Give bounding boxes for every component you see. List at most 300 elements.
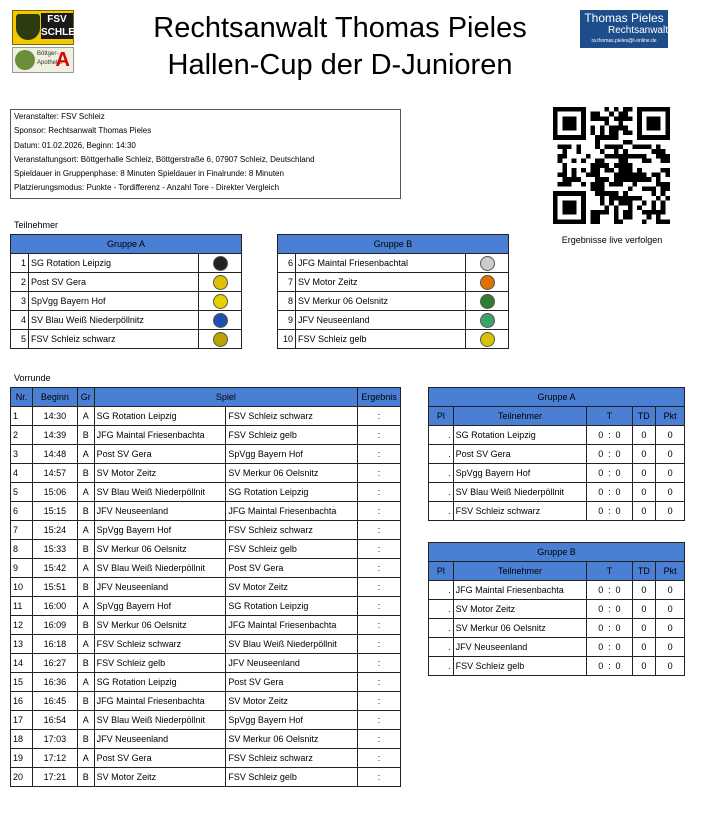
apotheke-a-icon: A (55, 49, 70, 71)
participants-group-b (277, 234, 509, 349)
sponsor-name: Thomas Pieles (584, 11, 664, 25)
qr-caption: Ergebnisse live verfolgen (561, 235, 663, 245)
game-group: B (77, 502, 94, 521)
game-result: : (358, 749, 401, 768)
game-result: : (358, 559, 401, 578)
team-number: 3 (11, 292, 29, 311)
team-row (278, 330, 509, 349)
game-time: 15:42 (32, 559, 77, 578)
info-line: Veranstaltungsort: Böttgerhalle Schleiz, Böttgerstraße 6, 07907 Schleiz, Deutschland (14, 154, 315, 164)
goals-sep: : (605, 445, 613, 464)
game-away: JFG Maintal Friesenbachta (226, 616, 358, 635)
game-time: 16:45 (32, 692, 77, 711)
goal-difference: 0 (632, 657, 656, 676)
team-name: JFV Neuseenland (296, 311, 466, 330)
game-result: : (358, 445, 401, 464)
game-home: SV Blau Weiß Niederpöllnit (94, 711, 226, 730)
goals-against: 0 (614, 657, 633, 676)
game-group: A (77, 521, 94, 540)
teilnehmer-label: Teilnehmer (14, 220, 59, 230)
goal-difference: 0 (632, 445, 656, 464)
team-logo-cell (199, 292, 242, 311)
game-row (11, 616, 401, 635)
points: 0 (656, 445, 685, 464)
page-title: Rechtsanwalt Thomas Pieles (153, 12, 527, 44)
game-number: 9 (11, 559, 33, 578)
game-result: : (358, 711, 401, 730)
team-row (278, 273, 509, 292)
team-logo-icon (480, 313, 495, 328)
game-group: A (77, 445, 94, 464)
header-nr: Nr. (11, 388, 33, 407)
team-row (11, 254, 242, 273)
team-logo-cell (466, 311, 509, 330)
game-home: JFV Neuseenland (94, 730, 226, 749)
game-row (11, 749, 401, 768)
game-group: A (77, 407, 94, 426)
sponsor-role: Rechtsanwalt (607, 25, 668, 36)
game-home: FSV Schleiz gelb (94, 654, 226, 673)
game-result: : (358, 597, 401, 616)
goals-for: 0 (587, 619, 606, 638)
goals-for: 0 (587, 502, 606, 521)
schedule-table (10, 387, 401, 787)
team-logo-cell (199, 311, 242, 330)
game-away: SV Motor Zeitz (226, 692, 358, 711)
standing-team: SpVgg Bayern Hof (453, 464, 587, 483)
apotheke-seal-icon (15, 50, 35, 70)
game-home: JFG Maintal Friesenbachta (94, 426, 226, 445)
standings-row (429, 619, 685, 638)
game-number: 11 (11, 597, 33, 616)
game-time: 17:03 (32, 730, 77, 749)
team-logo-icon (480, 332, 495, 347)
header-pl: Pl (429, 562, 454, 581)
game-time: 16:18 (32, 635, 77, 654)
game-group: A (77, 749, 94, 768)
points: 0 (656, 426, 685, 445)
event-info-box (10, 109, 401, 199)
team-number: 9 (278, 311, 296, 330)
standing-place: . (429, 502, 454, 521)
game-row (11, 559, 401, 578)
game-away: SpVgg Bayern Hof (226, 445, 358, 464)
game-home: SV Motor Zeitz (94, 464, 226, 483)
goals-sep: : (605, 464, 613, 483)
game-row (11, 635, 401, 654)
team-logo-icon (480, 294, 495, 309)
team-name: SpVgg Bayern Hof (29, 292, 199, 311)
game-number: 2 (11, 426, 33, 445)
team-name: SV Motor Zeitz (296, 273, 466, 292)
team-logo-icon (213, 256, 228, 271)
game-group: A (77, 483, 94, 502)
goals-for: 0 (587, 483, 606, 502)
game-time: 16:36 (32, 673, 77, 692)
header-pkt: Pkt (656, 562, 685, 581)
standings-row (429, 581, 685, 600)
goals-sep: : (605, 502, 613, 521)
qr-code-icon[interactable] (553, 107, 670, 224)
game-number: 15 (11, 673, 33, 692)
fsv-logo-text: FSV SCHLEIZ (41, 14, 84, 38)
goals-against: 0 (614, 426, 633, 445)
game-group: A (77, 673, 94, 692)
game-group: B (77, 692, 94, 711)
game-group: A (77, 635, 94, 654)
team-logo-icon (213, 332, 228, 347)
team-number: 8 (278, 292, 296, 311)
game-away: SV Motor Zeitz (226, 578, 358, 597)
game-group: A (77, 559, 94, 578)
header-pl: Pl (429, 407, 454, 426)
standings-row (429, 426, 685, 445)
team-row (11, 330, 242, 349)
team-logo-cell (466, 254, 509, 273)
game-result: : (358, 483, 401, 502)
goals-for: 0 (587, 600, 606, 619)
team-row (278, 311, 509, 330)
team-number: 7 (278, 273, 296, 292)
game-time: 16:27 (32, 654, 77, 673)
team-row (278, 292, 509, 311)
game-row (11, 673, 401, 692)
team-logo-cell (466, 330, 509, 349)
team-number: 2 (11, 273, 29, 292)
game-away: JFG Maintal Friesenbachta (226, 502, 358, 521)
header-ergebnis: Ergebnis (358, 388, 401, 407)
game-time: 14:57 (32, 464, 77, 483)
info-line: Sponsor: Rechtsanwalt Thomas Pieles (14, 126, 152, 136)
game-group: A (77, 711, 94, 730)
standing-place: . (429, 581, 454, 600)
goal-difference: 0 (632, 483, 656, 502)
game-time: 14:39 (32, 426, 77, 445)
game-number: 19 (11, 749, 33, 768)
standing-place: . (429, 426, 454, 445)
game-number: 7 (11, 521, 33, 540)
game-time: 15:33 (32, 540, 77, 559)
game-number: 8 (11, 540, 33, 559)
game-group: B (77, 654, 94, 673)
standing-team: FSV Schleiz schwarz (453, 502, 587, 521)
game-number: 13 (11, 635, 33, 654)
goals-against: 0 (614, 464, 633, 483)
goal-difference: 0 (632, 619, 656, 638)
standings-row (429, 638, 685, 657)
header-teilnehmer: Teilnehmer (453, 407, 587, 426)
points: 0 (656, 638, 685, 657)
standings-row (429, 445, 685, 464)
game-away: SpVgg Bayern Hof (226, 711, 358, 730)
goals-for: 0 (587, 445, 606, 464)
game-number: 4 (11, 464, 33, 483)
team-name: FSV Schleiz schwarz (29, 330, 199, 349)
team-number: 1 (11, 254, 29, 273)
game-row (11, 654, 401, 673)
team-logo-icon (480, 275, 495, 290)
game-home: JFV Neuseenland (94, 578, 226, 597)
goals-against: 0 (614, 445, 633, 464)
game-time: 17:21 (32, 768, 77, 787)
header-pkt: Pkt (656, 407, 685, 426)
game-home: SV Blau Weiß Niederpöllnit (94, 483, 226, 502)
game-row (11, 692, 401, 711)
game-number: 14 (11, 654, 33, 673)
header-gr: Gr (77, 388, 94, 407)
game-time: 14:48 (32, 445, 77, 464)
standing-team: SG Rotation Leipzig (453, 426, 587, 445)
game-time: 14:30 (32, 407, 77, 426)
team-logo-cell (199, 273, 242, 292)
game-away: FSV Schleiz schwarz (226, 749, 358, 768)
goals-against: 0 (614, 600, 633, 619)
points: 0 (656, 483, 685, 502)
standing-place: . (429, 657, 454, 676)
apotheke-logo-text: Böttger-Apotheke (37, 51, 63, 66)
game-home: SpVgg Bayern Hof (94, 521, 226, 540)
goals-for: 0 (587, 657, 606, 676)
standing-team: SV Blau Weiß Niederpöllnit (453, 483, 587, 502)
game-group: A (77, 597, 94, 616)
team-logo-icon (213, 275, 228, 290)
goal-difference: 0 (632, 464, 656, 483)
game-time: 17:12 (32, 749, 77, 768)
game-home: JFV Neuseenland (94, 502, 226, 521)
game-home: SG Rotation Leipzig (94, 673, 226, 692)
game-row (11, 407, 401, 426)
team-name: Post SV Gera (29, 273, 199, 292)
team-row (11, 292, 242, 311)
standing-place: . (429, 619, 454, 638)
game-result: : (358, 407, 401, 426)
game-home: Post SV Gera (94, 749, 226, 768)
goal-difference: 0 (632, 426, 656, 445)
game-away: FSV Schleiz gelb (226, 540, 358, 559)
game-away: SV Blau Weiß Niederpöllnit (226, 635, 358, 654)
page-subtitle: Hallen-Cup der D-Junioren (167, 49, 513, 81)
game-group: B (77, 426, 94, 445)
game-time: 15:15 (32, 502, 77, 521)
game-group: B (77, 616, 94, 635)
standings-row (429, 502, 685, 521)
team-name: SV Merkur 06 Oelsnitz (296, 292, 466, 311)
game-away: SV Merkur 06 Oelsnitz (226, 730, 358, 749)
points: 0 (656, 502, 685, 521)
standing-place: . (429, 483, 454, 502)
game-result: : (358, 464, 401, 483)
game-home: SV Merkur 06 Oelsnitz (94, 540, 226, 559)
game-home: SV Blau Weiß Niederpöllnit (94, 559, 226, 578)
goal-difference: 0 (632, 638, 656, 657)
info-line: Platzierungsmodus: Punkte - Tordifferenz - Anzahl Tore - Direkter Vergleich (14, 183, 280, 193)
game-result: : (358, 616, 401, 635)
team-number: 5 (11, 330, 29, 349)
game-number: 12 (11, 616, 33, 635)
points: 0 (656, 600, 685, 619)
group-title: Gruppe B (278, 235, 509, 254)
game-row (11, 768, 401, 787)
team-logo-cell (199, 330, 242, 349)
game-row (11, 464, 401, 483)
goals-sep: : (605, 581, 613, 600)
game-away: Post SV Gera (226, 559, 358, 578)
points: 0 (656, 619, 685, 638)
game-result: : (358, 635, 401, 654)
standing-place: . (429, 638, 454, 657)
header-tore: T (587, 407, 632, 426)
team-name: SG Rotation Leipzig (29, 254, 199, 273)
team-name: SV Blau Weiß Niederpöllnitz (29, 311, 199, 330)
header-td: TD (632, 562, 656, 581)
sponsor-logo (580, 10, 668, 48)
standing-place: . (429, 600, 454, 619)
points: 0 (656, 657, 685, 676)
game-number: 17 (11, 711, 33, 730)
participants-group-a (10, 234, 242, 349)
game-home: FSV Schleiz schwarz (94, 635, 226, 654)
header-tore: T (587, 562, 632, 581)
game-result: : (358, 673, 401, 692)
game-home: SG Rotation Leipzig (94, 407, 226, 426)
game-row (11, 502, 401, 521)
game-group: B (77, 768, 94, 787)
game-home: JFG Maintal Friesenbachta (94, 692, 226, 711)
team-row (278, 254, 509, 273)
goals-for: 0 (587, 581, 606, 600)
group-title: Gruppe A (11, 235, 242, 254)
info-line: Veranstalter: FSV Schleiz (14, 112, 105, 121)
team-logo-cell (199, 254, 242, 273)
standings-row (429, 600, 685, 619)
game-number: 6 (11, 502, 33, 521)
game-result: : (358, 654, 401, 673)
game-time: 15:24 (32, 521, 77, 540)
vorrunde-label: Vorrunde (14, 373, 51, 383)
game-time: 16:09 (32, 616, 77, 635)
standings-group-a (428, 387, 685, 521)
game-result: : (358, 521, 401, 540)
goals-sep: : (605, 619, 613, 638)
game-result: : (358, 730, 401, 749)
team-logo-cell (466, 273, 509, 292)
game-time: 16:00 (32, 597, 77, 616)
standings-row (429, 657, 685, 676)
game-away: SV Merkur 06 Oelsnitz (226, 464, 358, 483)
game-away: Post SV Gera (226, 673, 358, 692)
game-group: B (77, 464, 94, 483)
team-row (11, 273, 242, 292)
goals-sep: : (605, 600, 613, 619)
game-home: SV Merkur 06 Oelsnitz (94, 616, 226, 635)
standing-team: JFV Neuseenland (453, 638, 587, 657)
header-spiel: Spiel (94, 388, 357, 407)
game-row (11, 426, 401, 445)
goals-sep: : (605, 426, 613, 445)
game-result: : (358, 426, 401, 445)
standings-title: Gruppe B (429, 543, 685, 562)
header-beginn: Beginn (32, 388, 77, 407)
game-result: : (358, 692, 401, 711)
game-time: 15:06 (32, 483, 77, 502)
goal-difference: 0 (632, 502, 656, 521)
game-away: SG Rotation Leipzig (226, 597, 358, 616)
sponsor-email: ra.thomas.pieles@t-online.de (591, 38, 657, 44)
game-away: JFV Neuseenland (226, 654, 358, 673)
goals-against: 0 (614, 483, 633, 502)
game-away: FSV Schleiz gelb (226, 426, 358, 445)
game-home: Post SV Gera (94, 445, 226, 464)
standing-team: SV Motor Zeitz (453, 600, 587, 619)
team-number: 6 (278, 254, 296, 273)
game-row (11, 540, 401, 559)
game-row (11, 521, 401, 540)
team-logo-icon (480, 256, 495, 271)
points: 0 (656, 581, 685, 600)
goals-for: 0 (587, 638, 606, 657)
info-line: Datum: 01.02.2026, Beginn: 14:30 (14, 140, 136, 150)
crest-icon (16, 14, 40, 40)
team-number: 10 (278, 330, 296, 349)
team-row (11, 311, 242, 330)
standing-place: . (429, 464, 454, 483)
game-group: B (77, 578, 94, 597)
game-row (11, 730, 401, 749)
standing-team: FSV Schleiz gelb (453, 657, 587, 676)
team-number: 4 (11, 311, 29, 330)
standings-row (429, 483, 685, 502)
game-time: 15:51 (32, 578, 77, 597)
standing-place: . (429, 445, 454, 464)
standings-title: Gruppe A (429, 388, 685, 407)
goals-sep: : (605, 483, 613, 502)
standing-team: Post SV Gera (453, 445, 587, 464)
game-result: : (358, 768, 401, 787)
game-group: B (77, 730, 94, 749)
game-row (11, 578, 401, 597)
game-number: 20 (11, 768, 33, 787)
game-row (11, 597, 401, 616)
points: 0 (656, 464, 685, 483)
apotheke-logo (12, 47, 74, 73)
game-number: 3 (11, 445, 33, 464)
team-name: FSV Schleiz gelb (296, 330, 466, 349)
game-number: 5 (11, 483, 33, 502)
game-away: FSV Schleiz gelb (226, 768, 358, 787)
header-teilnehmer: Teilnehmer (453, 562, 587, 581)
game-number: 16 (11, 692, 33, 711)
game-number: 10 (11, 578, 33, 597)
standings-group-b (428, 542, 685, 676)
goals-against: 0 (614, 581, 633, 600)
team-logo-cell (466, 292, 509, 311)
goals-against: 0 (614, 619, 633, 638)
header-td: TD (632, 407, 656, 426)
goals-for: 0 (587, 464, 606, 483)
game-row (11, 483, 401, 502)
game-away: FSV Schleiz schwarz (226, 407, 358, 426)
standing-team: JFG Maintal Friesenbachta (453, 581, 587, 600)
game-home: SpVgg Bayern Hof (94, 597, 226, 616)
team-logo-icon (213, 313, 228, 328)
goal-difference: 0 (632, 600, 656, 619)
game-number: 18 (11, 730, 33, 749)
fsv-schleiz-logo (12, 10, 84, 45)
game-away: FSV Schleiz schwarz (226, 521, 358, 540)
game-result: : (358, 540, 401, 559)
goals-for: 0 (587, 426, 606, 445)
goals-sep: : (605, 638, 613, 657)
